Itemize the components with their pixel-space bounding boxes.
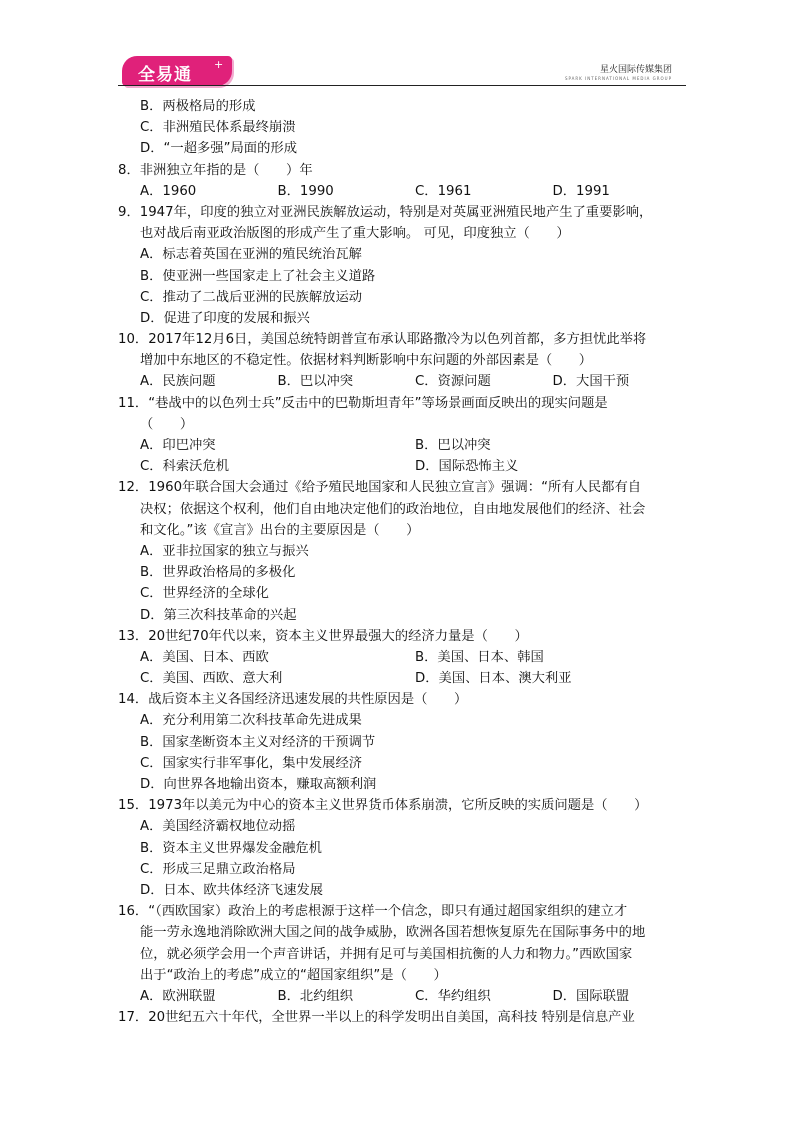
question-8: 8．非洲独立年指的是（ ）年 bbox=[118, 162, 313, 178]
option-d: D．国际恐怖主义 bbox=[415, 459, 519, 475]
option-line: C．推动了二战后亚洲的民族解放运动 bbox=[140, 289, 363, 305]
question-16-cont: 位，就必须学会用一个声音讲话，并拥有足可与美国相抗衡的人力和物力。”西欧国家 bbox=[140, 946, 633, 962]
option-d: D．1991 bbox=[552, 183, 610, 199]
option-line: D．日本、欧共体经济飞速发展 bbox=[140, 882, 324, 898]
option-a: A．欧洲联盟 bbox=[140, 988, 216, 1004]
option-line: D．向世界各地输出资本，赚取高额利润 bbox=[140, 777, 377, 792]
question-16-cont: 能一劳永逸地消除欧洲大国之间的战争威胁，欧洲各国若想恢复原先在国际事务中的地 bbox=[140, 925, 646, 941]
options-row bbox=[118, 181, 690, 202]
option-c: C．科索沃危机 bbox=[140, 459, 230, 475]
option-a: A．美国、日本、西欧 bbox=[140, 649, 269, 665]
question-13: 13．20世纪70年代以来，资本主义世界最强大的经济力量是（ ） bbox=[118, 628, 528, 644]
option-line: B．资本主义世界爆发金融危机 bbox=[140, 840, 322, 856]
option-line: D．第三次科技革命的兴起 bbox=[140, 607, 297, 623]
question-15: 15．1973年以美元为中心的资本主义世界货币体系崩溃，它所反映的实质问题是（ ） bbox=[118, 798, 648, 814]
question-12-cont: 决权；依据这个权利，他们自由地决定他们的政治地位，自由地发展他们的经济、社会 bbox=[140, 501, 646, 517]
publisher-subtitle: SPARK INTERNATIONAL MEDIA GROUP bbox=[564, 76, 672, 81]
logo-text: 全易通 bbox=[138, 65, 192, 85]
option-c: C．1961 bbox=[415, 183, 472, 199]
option-line: B．国家垄断资本主义对经济的干预调节 bbox=[140, 734, 376, 750]
option-a: A．民族问题 bbox=[140, 374, 216, 390]
option-line: A．美国经济霸权地位动摇 bbox=[140, 819, 296, 835]
option-c: C．美国、西欧、意大利 bbox=[140, 671, 283, 687]
question-12: 12．1960年联合国大会通过《给予殖民地国家和人民独立宣言》强调：“所有人民都有自 bbox=[118, 480, 642, 496]
question-9: 9．1947年，印度的独立对亚洲民族解放运动，特别是对英属亚洲殖民地产生了重要影响， bbox=[118, 204, 653, 220]
question-list bbox=[118, 96, 690, 1028]
options-row bbox=[118, 668, 690, 689]
option-line: C．世界经济的全球化 bbox=[140, 586, 269, 602]
option-b: B．1990 bbox=[277, 183, 334, 199]
question-10: 10．2017年12月6日，美国总统特朗普宣布承认耶路撒冷为以色列首都，多方担忧此举将 bbox=[118, 332, 647, 348]
publisher-name: 星火国际传媒集团 bbox=[599, 65, 672, 75]
option-line: C．形成三足鼎立政治格局 bbox=[140, 861, 296, 877]
option-line: C．国家实行非军事化，集中发展经济 bbox=[140, 755, 363, 771]
option-b: B．巴以冲突 bbox=[277, 374, 354, 390]
option-line: A．充分利用第二次科技革命先进成果 bbox=[140, 713, 362, 729]
question-9-cont: 也对战后南亚政治版图的形成产生了重大影响。 可见，印度独立（ ） bbox=[140, 226, 570, 242]
option-line: D．“一超多强”局面的形成 bbox=[140, 141, 297, 157]
page-header bbox=[118, 56, 686, 86]
options-row bbox=[118, 986, 690, 1007]
option-a: A．印巴冲突 bbox=[140, 438, 216, 453]
option-a: A．1960 bbox=[140, 183, 197, 199]
question-11: 11．“巷战中的以色列士兵”反击中的巴勒斯坦青年”等场景画面反映出的现实问题是 bbox=[118, 395, 608, 411]
options-row bbox=[118, 435, 690, 456]
options-row bbox=[118, 371, 690, 392]
option-d: D．国际联盟 bbox=[552, 988, 630, 1004]
question-14: 14．战后资本主义各国经济迅速发展的共性原因是（ ） bbox=[118, 692, 468, 708]
option-line: B．世界政治格局的多极化 bbox=[140, 565, 296, 581]
option-d: D．美国、日本、澳大利亚 bbox=[415, 671, 572, 687]
option-d: D．大国干预 bbox=[552, 374, 630, 390]
question-12-cont: 和文化。”该《宣言》出台的主要原因是（ ） bbox=[140, 522, 420, 538]
option-line: A．标志着英国在亚洲的殖民统治瓦解 bbox=[140, 247, 362, 263]
question-11-cont: （ ） bbox=[140, 416, 194, 432]
option-line: C．非洲殖民体系最终崩溃 bbox=[140, 120, 296, 136]
option-b: B．巴以冲突 bbox=[415, 438, 491, 453]
option-b: B．北约组织 bbox=[277, 988, 354, 1004]
options-row bbox=[118, 456, 690, 477]
options-row bbox=[118, 647, 690, 668]
header-divider bbox=[118, 85, 686, 86]
logo-plus-mark: + bbox=[214, 58, 224, 71]
option-c: C．华约组织 bbox=[415, 988, 491, 1004]
option-line: B．两极格局的形成 bbox=[140, 99, 256, 114]
option-line: B．使亚洲一些国家走上了社会主义道路 bbox=[140, 268, 376, 284]
question-16: 16．“（西欧国家）政治上的考虑根源于这样一个信念，即只有通过超国家组织的建立才 bbox=[118, 904, 628, 920]
question-10-cont: 增加中东地区的不稳定性。依据材料判断影响中东问题的外部因素是（ ） bbox=[140, 353, 593, 369]
option-line: D．促进了印度的发展和振兴 bbox=[140, 310, 310, 326]
option-c: C．资源问题 bbox=[415, 374, 491, 390]
logo bbox=[122, 56, 232, 86]
option-line: A．亚非拉国家的独立与振兴 bbox=[140, 543, 309, 559]
question-17: 17．20世纪五六十年代，全世界一半以上的科学发明出自美国，高科技 特别是信息产业 bbox=[118, 1010, 635, 1026]
question-16-cont: 出于“政治上的考虑”成立的“超国家组织”是（ ） bbox=[140, 967, 447, 983]
option-b: B．美国、日本、韩国 bbox=[415, 649, 544, 665]
